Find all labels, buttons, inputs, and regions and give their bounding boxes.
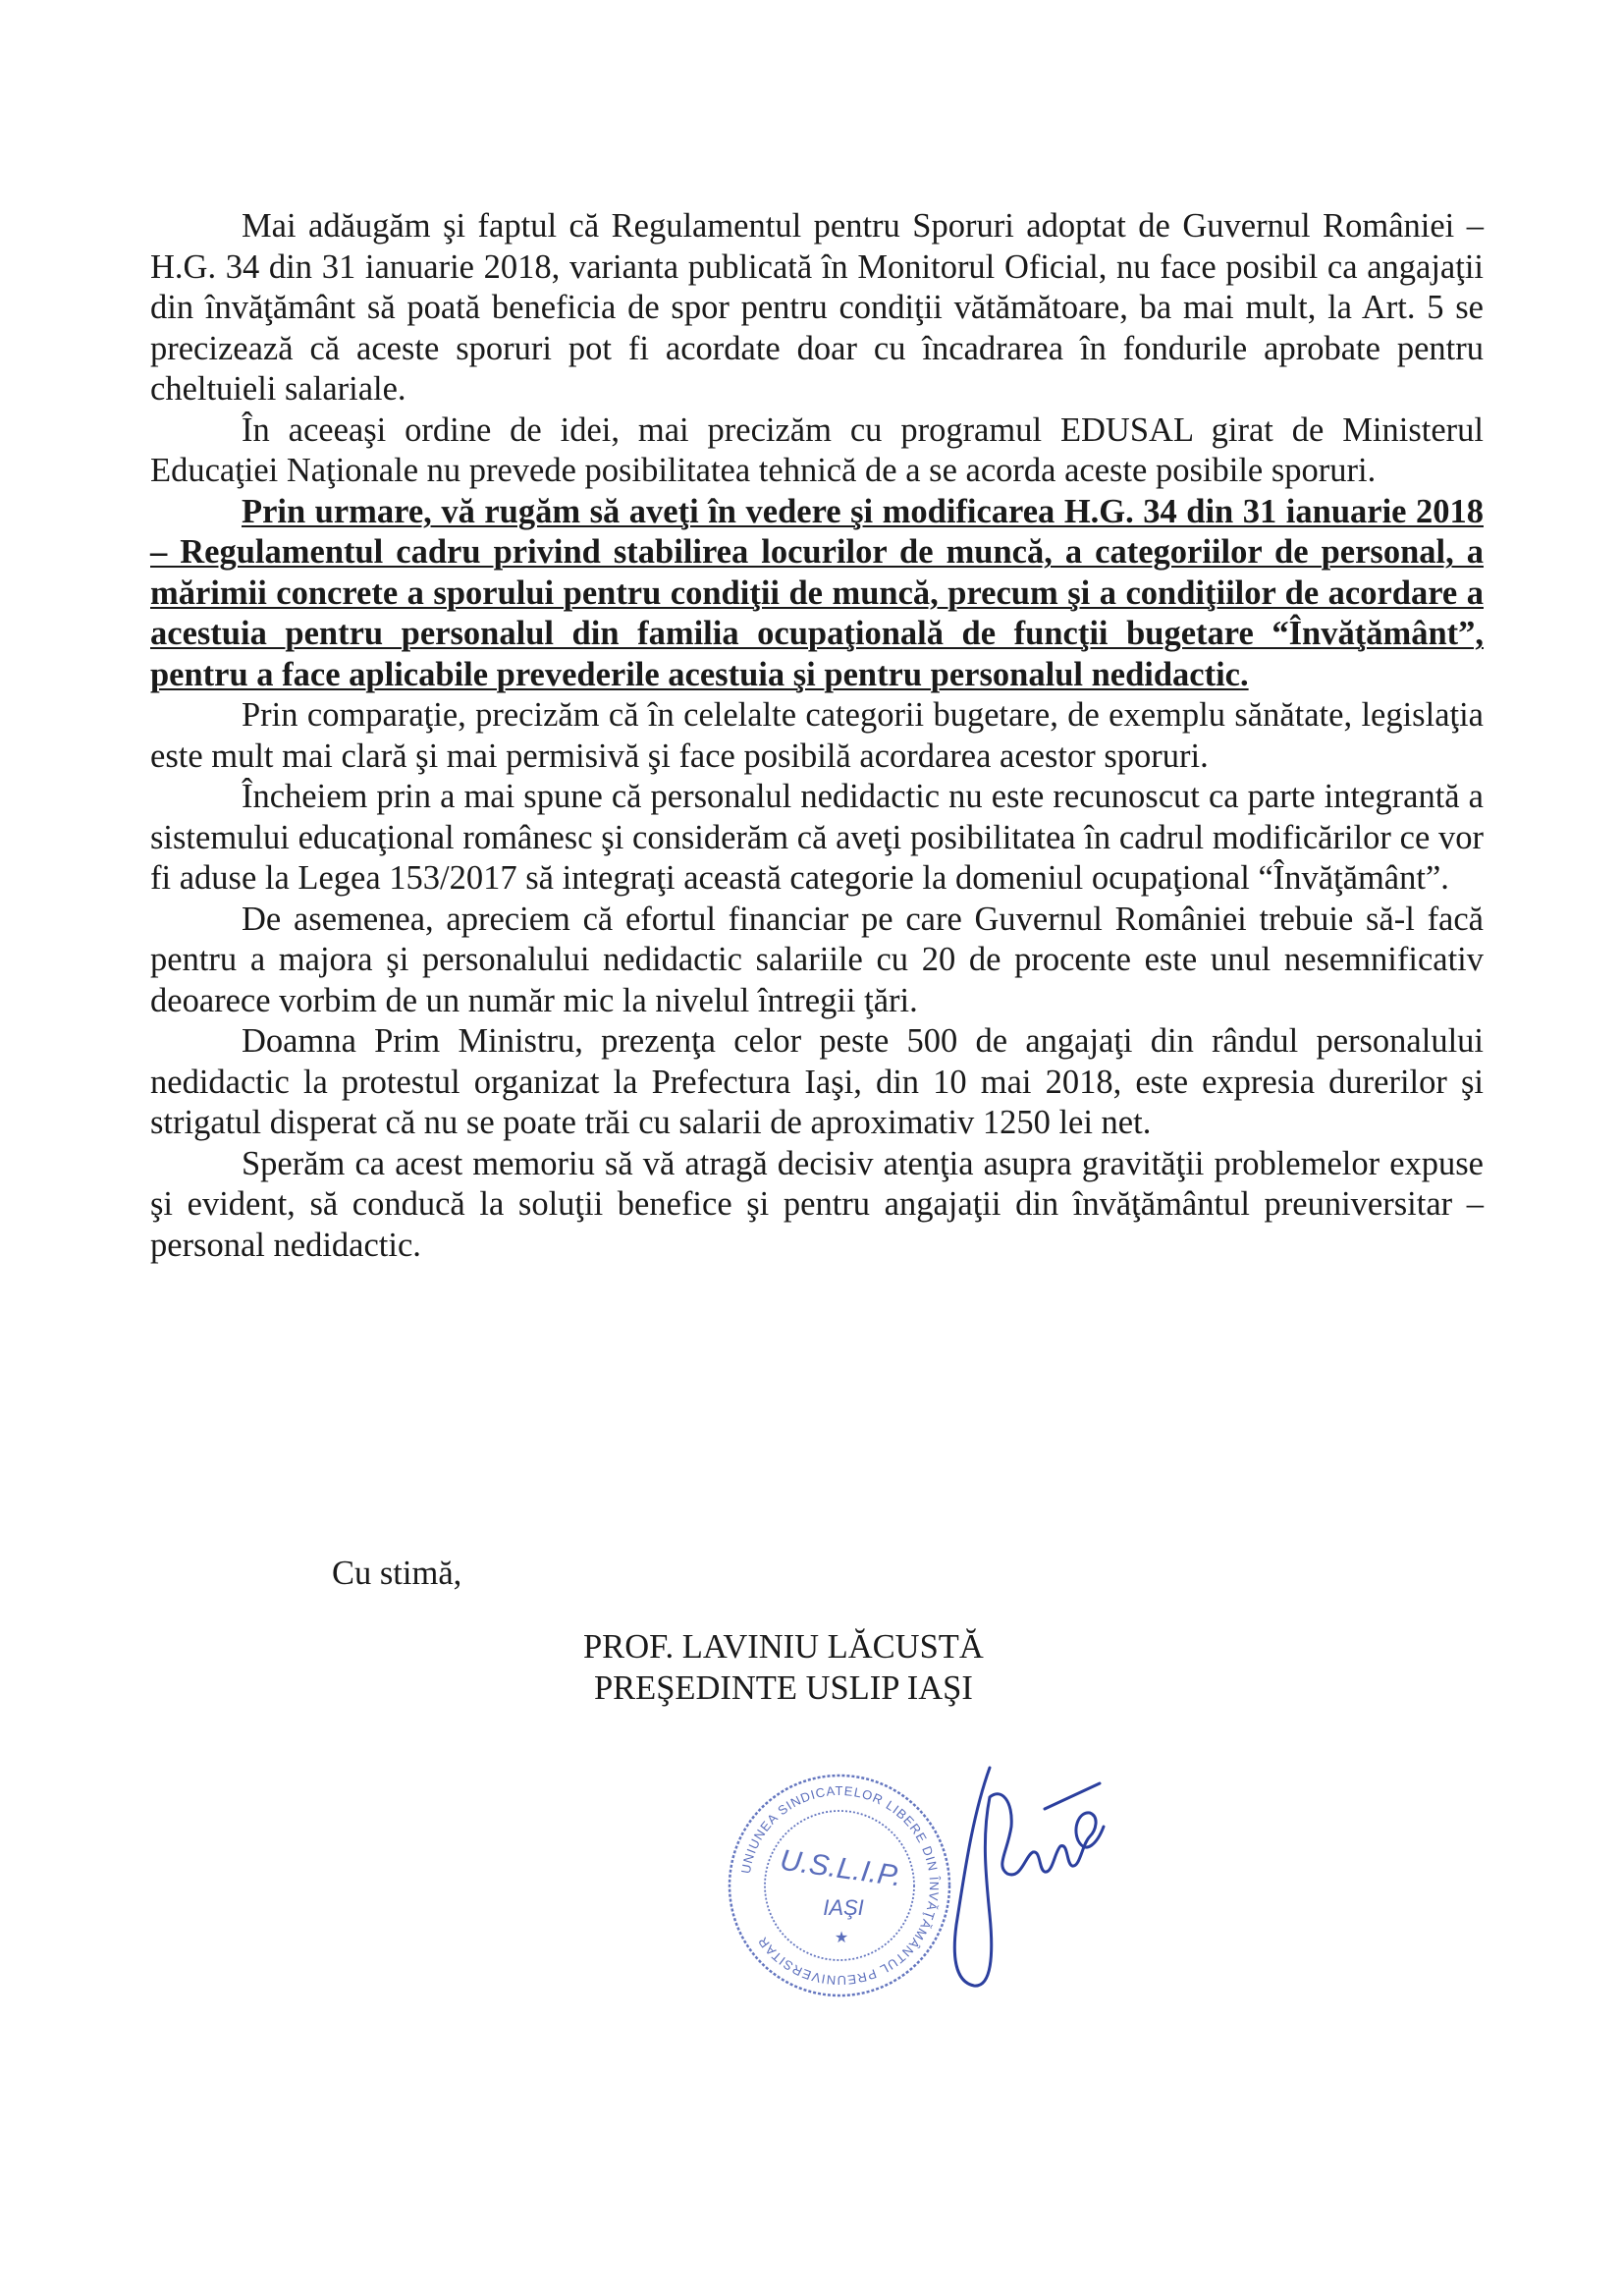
signature-stroke: [954, 1768, 1104, 1986]
stamp-city-text: IAŞI: [823, 1895, 864, 1920]
stamp-center-text: U.S.L.I.P.: [778, 1843, 904, 1893]
paragraph-7: Doamna Prim Ministru, prezenţa celor peste 500 de angajaţi din rândul personalului nedidactic la protestul organizat la Prefectura Iaşi, din 10 mai 2018, este expresia durerilor şi strigatul disperat că nu se poate trăi cu salarii de aproximativ 1250 lei net.: [150, 1022, 1484, 1141]
paragraph-8: Sperăm ca acest memoriu să vă atragă decisiv atenţia asupra gravităţii problemelor expuse şi evident, să conducă la soluţii benefice şi pentru angajaţii din învăţământul preuniversitar – personal nedidactic.: [150, 1144, 1484, 1264]
paragraph-3-request: Prin urmare, vă rugăm să aveţi în vedere şi modificarea H.G. 34 din 31 ianuarie 2018 – Regulamentul cadru privind stabilirea locurilor de muncă, a categoriilor de personal, a mărimii concrete a sporului pentru condiţii de muncă, precum şi a condiţiilor de acordare a acestuia pentru personalul din familia ocupaţională de funcţii bugetare “Învăţământ”, pentru a face aplicabile prevederile acestuia şi pentru personalul nedidactic.: [150, 492, 1484, 693]
letter-body: [150, 206, 1484, 1266]
stamp-ring-text: [738, 1783, 942, 1988]
paragraph-6: De asemenea, apreciem că efortul financiar pe care Guvernul României trebuie să-l facă pentru a majora şi personalului nedidactic salariile cu 20 de procente este unul nesemnificativ deoarece vorbim de un număr mic la nivelul întregii ţări.: [150, 900, 1484, 1019]
signatory-name: PROF. LAVINIU LĂCUSTĂ: [583, 1628, 984, 1666]
stamp-ring-textpath: UNIUNEA SINDICATELOR LIBERE DIN ÎNVĂŢĂMÂNTUL PREUNIVERSITAR: [737, 1782, 943, 1989]
paragraph-2: În aceeaşi ordine de idei, mai precizăm cu programul EDUSAL girat de Ministerul Educaţiei Naţionale nu prevede posibilitatea tehnică de a se acorda aceste posibile sporuri.: [150, 410, 1484, 489]
stamp-star-icon: ★: [834, 1928, 849, 1946]
union-stamp: [722, 1768, 957, 2003]
signatory-title: PREŞEDINTE USLIP IAŞI: [593, 1669, 973, 1707]
paragraph-5: Încheiem prin a mai spune că personalul nedidactic nu este recunoscut ca parte integrantă a sistemului educaţional românesc şi considerăm că aveţi posibilitatea în cadrul modificărilor ce vor fi aduse la Legea 153/2017 să integraţi această categorie la domeniul ocupaţional “Învăţământ”.: [150, 778, 1484, 897]
signature-block: [583, 1626, 984, 1709]
paragraph-4: Prin comparaţie, precizăm că în celelalte categorii bugetare, de exemplu sănătate, legislaţia este mult mai clară şi mai permisivă şi face posibilă acordarea acestor sporuri.: [150, 696, 1484, 775]
signature-flourish: [1045, 1783, 1100, 1809]
closing-salutation: Cu stimă,: [332, 1555, 462, 1592]
handwritten-signature: [943, 1758, 1109, 1994]
paragraph-1: Mai adăugăm şi faptul că Regulamentul pentru Sporuri adoptat de Guvernul României – H.G. 34 din 31 ianuarie 2018, varianta publicată în Monitorul Oficial, nu face posibil ca angajaţii din învăţământ să poată beneficia de spor pentru condiţii vătămătoare, ba mai mult, la Art. 5 se precizează că aceste sporuri pot fi acordate doar cu încadrarea în fondurile aprobate pentru cheltuieli salariale.: [150, 207, 1484, 408]
